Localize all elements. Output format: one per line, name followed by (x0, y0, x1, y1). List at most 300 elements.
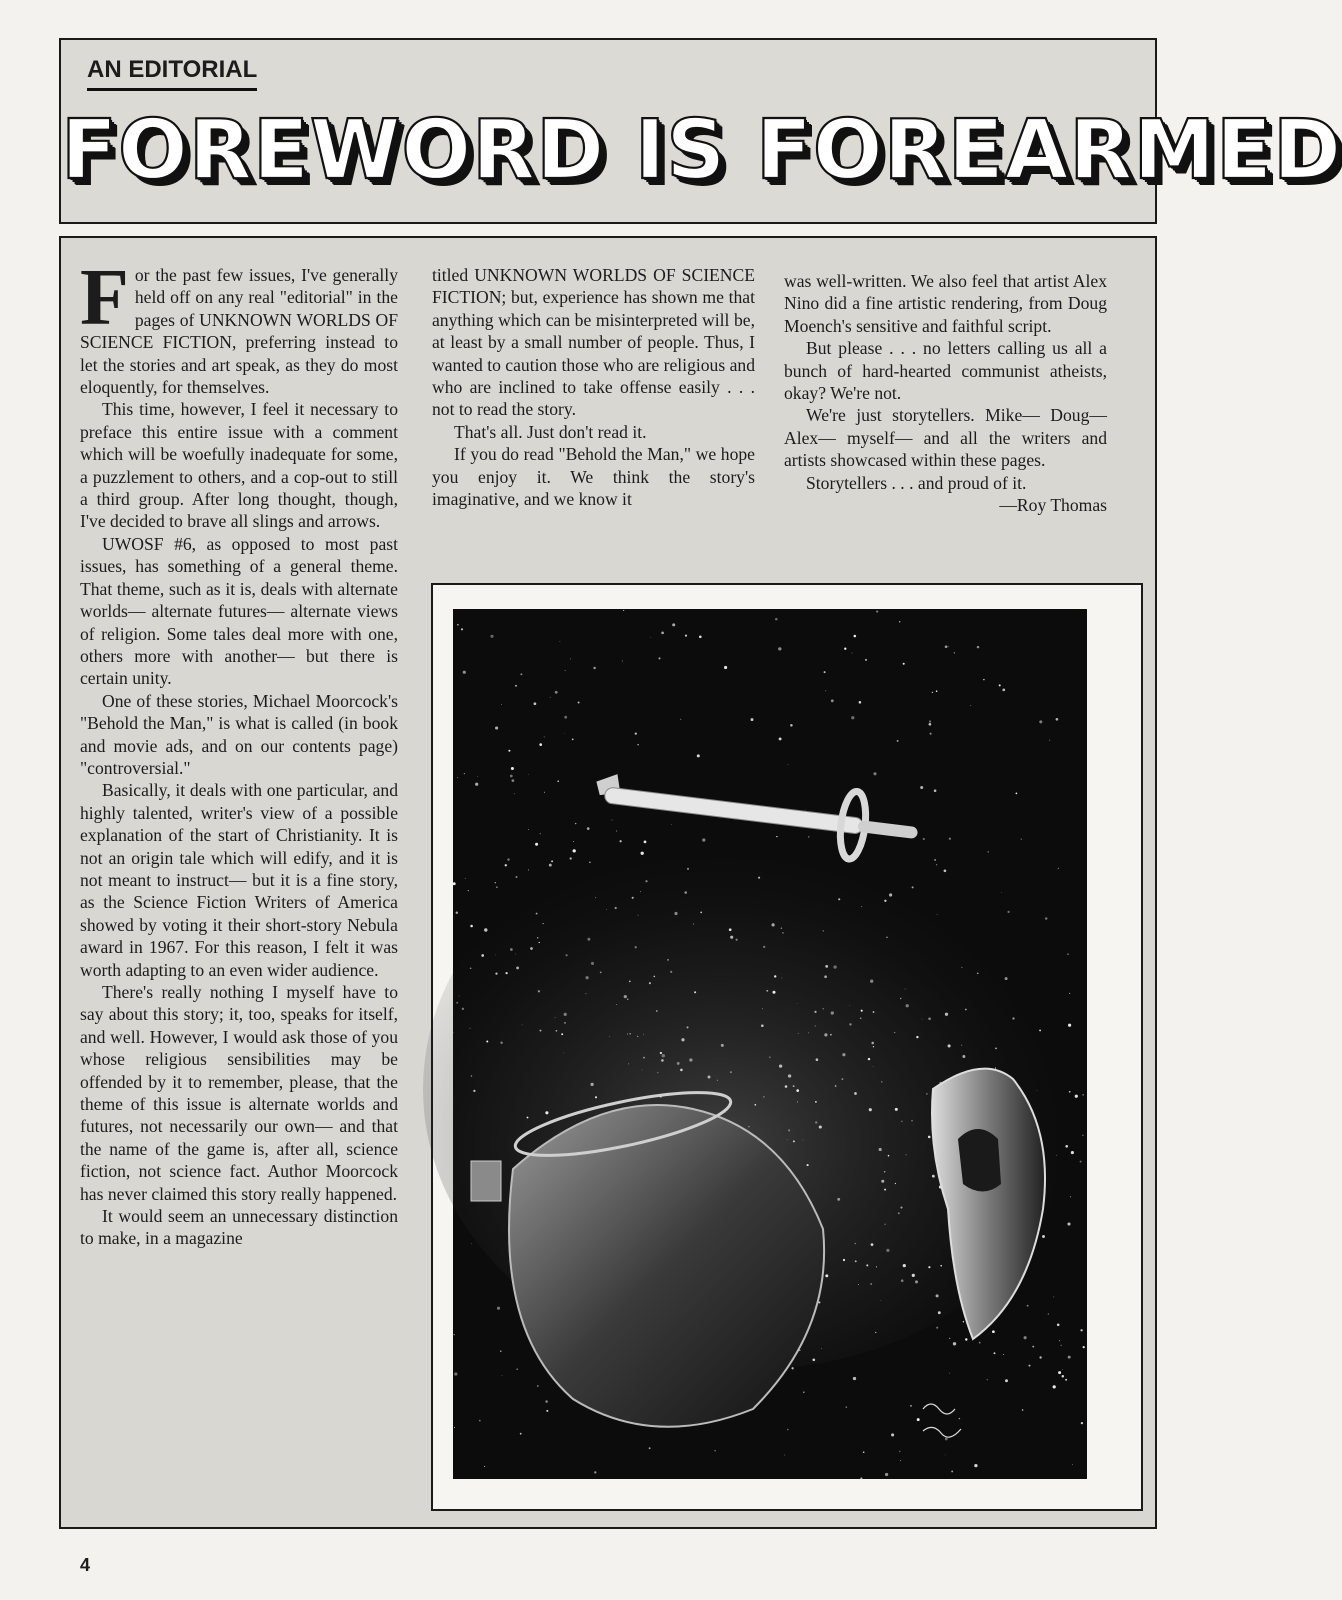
star (1012, 1017, 1014, 1019)
star (587, 827, 590, 830)
star (551, 860, 553, 862)
star (965, 1009, 967, 1011)
star (1016, 793, 1018, 795)
star (642, 1069, 643, 1070)
star (791, 1367, 793, 1369)
star (595, 1096, 597, 1098)
star (454, 1372, 457, 1375)
page-number: 4 (80, 1555, 91, 1575)
star (808, 836, 809, 837)
star (537, 1385, 539, 1387)
star (785, 1085, 788, 1088)
star (797, 1101, 798, 1102)
star (512, 779, 515, 782)
star (945, 645, 948, 648)
star (868, 1058, 870, 1060)
star (863, 1451, 865, 1453)
star (994, 1352, 996, 1354)
star (641, 852, 644, 855)
star (454, 1427, 455, 1428)
paragraph: There's really nothing I myself have to say about this story; it, too, speaks for itself, and well. However, I would ask those of you whose religious sensibilities may be offended by it to remember, please, that the theme of this issue is alternate worlds and futures, not necessarily our own— and that the name of the game is, after all, science fiction, not science fact. Author Moorcock has never claimed this story really happened. (80, 982, 398, 1204)
star (635, 732, 637, 734)
star (505, 972, 507, 974)
star (729, 928, 732, 931)
paragraph: That's all. Just don't read it. (454, 421, 647, 442)
star (881, 1180, 884, 1183)
star (961, 1045, 962, 1046)
star (650, 637, 651, 638)
star (977, 646, 979, 648)
star (468, 890, 469, 891)
star (945, 1455, 946, 1456)
star (803, 1391, 805, 1393)
star (936, 1294, 939, 1297)
star (538, 990, 540, 992)
star (778, 647, 781, 650)
star (945, 1437, 948, 1440)
star (572, 738, 574, 740)
star (549, 864, 552, 867)
star (730, 936, 733, 939)
star (865, 659, 867, 661)
star (477, 776, 478, 777)
star (667, 959, 669, 961)
star (787, 1429, 789, 1431)
star (484, 1466, 485, 1467)
star (944, 869, 947, 872)
star (860, 1017, 862, 1019)
star (495, 955, 496, 956)
star (502, 1375, 503, 1376)
star (900, 1207, 902, 1209)
star (858, 1284, 859, 1285)
star (889, 893, 892, 896)
star (637, 744, 638, 745)
star (564, 1013, 567, 1016)
star (528, 829, 529, 830)
star (779, 1064, 782, 1067)
star (573, 849, 576, 852)
star (849, 1023, 851, 1025)
star (885, 1473, 888, 1476)
star (825, 1274, 828, 1277)
star (916, 1036, 918, 1038)
star (1075, 1095, 1078, 1098)
star (702, 838, 705, 841)
star (454, 1334, 455, 1335)
star (611, 819, 612, 820)
star (653, 976, 655, 978)
star (674, 912, 677, 915)
star (481, 954, 484, 957)
star (884, 1224, 885, 1225)
star (725, 1112, 726, 1113)
star (556, 1030, 558, 1032)
star (1058, 868, 1059, 869)
star (849, 1005, 850, 1006)
star (659, 657, 661, 659)
star (544, 792, 545, 793)
star (830, 1034, 832, 1036)
star (616, 831, 617, 832)
star (539, 942, 540, 943)
star (784, 1455, 785, 1456)
star (769, 1057, 770, 1058)
star (530, 947, 533, 950)
star (859, 701, 862, 704)
star (900, 998, 901, 999)
star (1003, 1354, 1004, 1355)
star (915, 1280, 918, 1283)
star (624, 995, 627, 998)
star (1005, 977, 1008, 980)
star (970, 705, 971, 706)
star (471, 1075, 473, 1077)
star (661, 1059, 664, 1062)
star (721, 1044, 724, 1047)
star (564, 716, 567, 719)
star (1007, 911, 1009, 913)
star (812, 1358, 815, 1361)
star (649, 1447, 651, 1449)
star (934, 859, 935, 860)
star (1062, 1369, 1063, 1370)
star (886, 1249, 889, 1252)
star (936, 1327, 938, 1329)
header-box (59, 38, 1342, 224)
star (928, 1136, 931, 1139)
star (649, 982, 651, 984)
star (787, 1139, 788, 1140)
star (961, 967, 962, 968)
star (766, 990, 768, 992)
star (940, 1265, 942, 1267)
star (484, 928, 487, 931)
star (1062, 1375, 1065, 1378)
star (823, 1008, 824, 1009)
star (453, 1032, 454, 1033)
star (656, 1010, 658, 1012)
star (936, 864, 937, 865)
star (730, 1071, 732, 1073)
star (573, 841, 574, 842)
star (1028, 1365, 1030, 1367)
star (928, 1017, 931, 1020)
star (793, 1085, 795, 1087)
star (748, 1126, 749, 1127)
star (527, 1117, 529, 1119)
star (855, 1260, 857, 1262)
star (851, 716, 854, 719)
star (873, 1066, 874, 1067)
star (897, 740, 899, 742)
star (929, 723, 932, 726)
star (616, 1004, 617, 1005)
star (1045, 917, 1048, 920)
star (866, 1264, 868, 1266)
star (923, 838, 925, 840)
star (606, 909, 607, 910)
star (546, 1410, 548, 1412)
star (825, 690, 826, 691)
star (1070, 1196, 1071, 1197)
star (570, 857, 572, 859)
star (534, 702, 537, 705)
star (1056, 718, 1059, 721)
star (788, 1129, 790, 1131)
star (594, 1471, 596, 1473)
star (895, 1183, 896, 1184)
star (459, 996, 460, 997)
article-box (59, 236, 1157, 1529)
star (545, 1400, 548, 1403)
star (473, 1090, 475, 1092)
star (1081, 1422, 1083, 1424)
star (898, 1212, 900, 1214)
star (841, 1078, 843, 1080)
star (1005, 1379, 1008, 1382)
star (693, 924, 694, 925)
star (590, 1083, 593, 1086)
star (457, 624, 458, 625)
star (544, 737, 545, 738)
star (1071, 1151, 1074, 1154)
star (644, 841, 647, 844)
star (555, 691, 558, 694)
star (1083, 1094, 1084, 1095)
star (987, 851, 989, 853)
star (932, 692, 933, 693)
star (853, 1377, 856, 1380)
star (815, 1101, 817, 1103)
star (917, 1418, 920, 1421)
star (1048, 1313, 1049, 1314)
star (708, 1076, 711, 1079)
star (906, 1004, 909, 1007)
star (977, 972, 979, 974)
star (901, 1279, 904, 1282)
star (953, 1342, 956, 1345)
star (906, 1154, 907, 1155)
star (643, 1057, 645, 1059)
star (1027, 1305, 1029, 1307)
star (697, 754, 700, 757)
star (876, 610, 878, 612)
star (846, 1406, 848, 1408)
star (879, 1148, 882, 1151)
star (564, 733, 565, 734)
star (470, 925, 473, 928)
star (895, 1108, 898, 1111)
star (684, 891, 687, 894)
star (687, 868, 689, 870)
star (803, 1140, 804, 1141)
star (954, 652, 955, 653)
star (471, 1243, 472, 1244)
paragraph: This time, however, I feel it necessary to preface this entire issue with a comment which will be woefully inadequate for some, a puzzlement to others, and a cop-out to still a third group. After long thought, though, I've decided to brave all slings and arrows. (80, 399, 398, 532)
star (514, 793, 515, 794)
star (1083, 1346, 1085, 1348)
star (823, 930, 824, 931)
star (855, 1243, 857, 1245)
star (677, 1062, 680, 1065)
star (816, 1058, 819, 1061)
star (593, 667, 595, 669)
star (824, 1033, 827, 1036)
star (543, 923, 544, 924)
star (884, 1171, 886, 1173)
star (463, 671, 466, 674)
star (838, 898, 840, 900)
star (1061, 1345, 1062, 1346)
star (851, 653, 852, 654)
star (999, 684, 1001, 686)
star (831, 699, 834, 702)
paragraph: One of these stories, Michael Moorcock's "Behold the Man," is what is called (in book and movie ads, and on our contents page) "controversial." (80, 690, 398, 778)
star (844, 648, 846, 650)
star (903, 663, 905, 665)
star (790, 724, 793, 727)
star (508, 750, 510, 752)
star (779, 737, 782, 740)
star (550, 697, 551, 698)
star (807, 1164, 809, 1166)
star (564, 1022, 565, 1023)
star (974, 1464, 977, 1467)
star (609, 1036, 610, 1037)
star (680, 719, 681, 720)
star (515, 954, 516, 955)
star (623, 610, 624, 611)
star (894, 1032, 895, 1033)
star (1053, 1296, 1054, 1297)
star (772, 923, 775, 926)
column-2 (432, 264, 755, 510)
star (854, 635, 857, 638)
star (871, 1042, 874, 1045)
star (793, 1140, 795, 1142)
star (461, 628, 463, 630)
star (660, 1052, 662, 1054)
star (629, 980, 631, 982)
star (587, 938, 590, 941)
star (638, 915, 639, 916)
star (949, 1373, 950, 1374)
star (715, 1450, 716, 1451)
kicker-label: AN EDITORIAL (87, 56, 257, 91)
star (905, 989, 906, 990)
star (453, 882, 456, 885)
star (763, 1096, 764, 1097)
star (522, 1025, 523, 1026)
star (516, 1368, 518, 1370)
paragraph: We're just storytellers. Mike— Doug— Alex— myself— and all the writers and artists showcased within these pages. (784, 405, 1107, 471)
star (640, 891, 641, 892)
star (561, 1033, 563, 1035)
star (662, 1054, 665, 1057)
star (965, 1338, 967, 1340)
star (1042, 1235, 1045, 1238)
star (536, 913, 538, 915)
star (637, 1036, 638, 1037)
star (758, 877, 760, 879)
paragraph: But please . . . no letters calling us all a bunch of hard-hearted communist atheists, okay? We're not. (784, 338, 1107, 404)
star (949, 1338, 950, 1339)
star (775, 618, 778, 621)
star (945, 1013, 948, 1016)
star (963, 1321, 964, 1322)
spaceship-artwork (453, 609, 1087, 1479)
star (788, 1074, 791, 1077)
star (1059, 1340, 1060, 1341)
star (873, 1011, 875, 1013)
star (657, 1072, 658, 1073)
star (1072, 1464, 1073, 1465)
star (619, 840, 621, 842)
star (873, 1046, 874, 1047)
star (589, 861, 591, 863)
star (1001, 892, 1002, 893)
paragraph: For the past few issues, I've generally held off on any real "editorial" in the pages of UNKNOWN WORLDS OF SCIENCE FICTION, preferring instead to let the stories and art speak, as they do most eloquently, for themselves. (80, 254, 398, 398)
star (643, 1034, 644, 1035)
star (1069, 993, 1070, 994)
star (555, 1017, 556, 1018)
star (1022, 1409, 1024, 1411)
illustration-frame (431, 583, 1143, 1511)
star (948, 646, 949, 647)
star (788, 764, 789, 765)
star (670, 971, 672, 973)
star (1039, 720, 1042, 723)
star (475, 783, 478, 786)
star (900, 1460, 901, 1461)
star (539, 743, 542, 746)
star (884, 1189, 886, 1191)
star (717, 1080, 718, 1081)
star (689, 1058, 692, 1061)
star (815, 1026, 816, 1027)
star (886, 937, 888, 939)
star (814, 1011, 816, 1013)
star (671, 824, 672, 825)
star (615, 907, 617, 909)
star (560, 641, 561, 642)
star (881, 1081, 882, 1082)
star (1002, 689, 1005, 692)
star (903, 1264, 906, 1267)
star (591, 962, 594, 965)
star (510, 948, 513, 951)
star (899, 1451, 900, 1452)
star (1080, 1329, 1082, 1331)
star (901, 1121, 902, 1122)
star (930, 733, 932, 735)
star (632, 897, 634, 899)
paragraph: It would seem an unnecessary distinction to make, in a magazine (80, 1206, 398, 1249)
star (1068, 1024, 1071, 1027)
star (540, 1030, 542, 1032)
star (763, 946, 765, 948)
star (899, 621, 901, 623)
star (528, 869, 529, 870)
star (951, 1470, 953, 1472)
star (825, 965, 828, 968)
star (815, 1121, 817, 1123)
drop-cap: F (80, 254, 129, 342)
star (936, 690, 938, 692)
star (516, 966, 519, 969)
star (929, 720, 931, 722)
